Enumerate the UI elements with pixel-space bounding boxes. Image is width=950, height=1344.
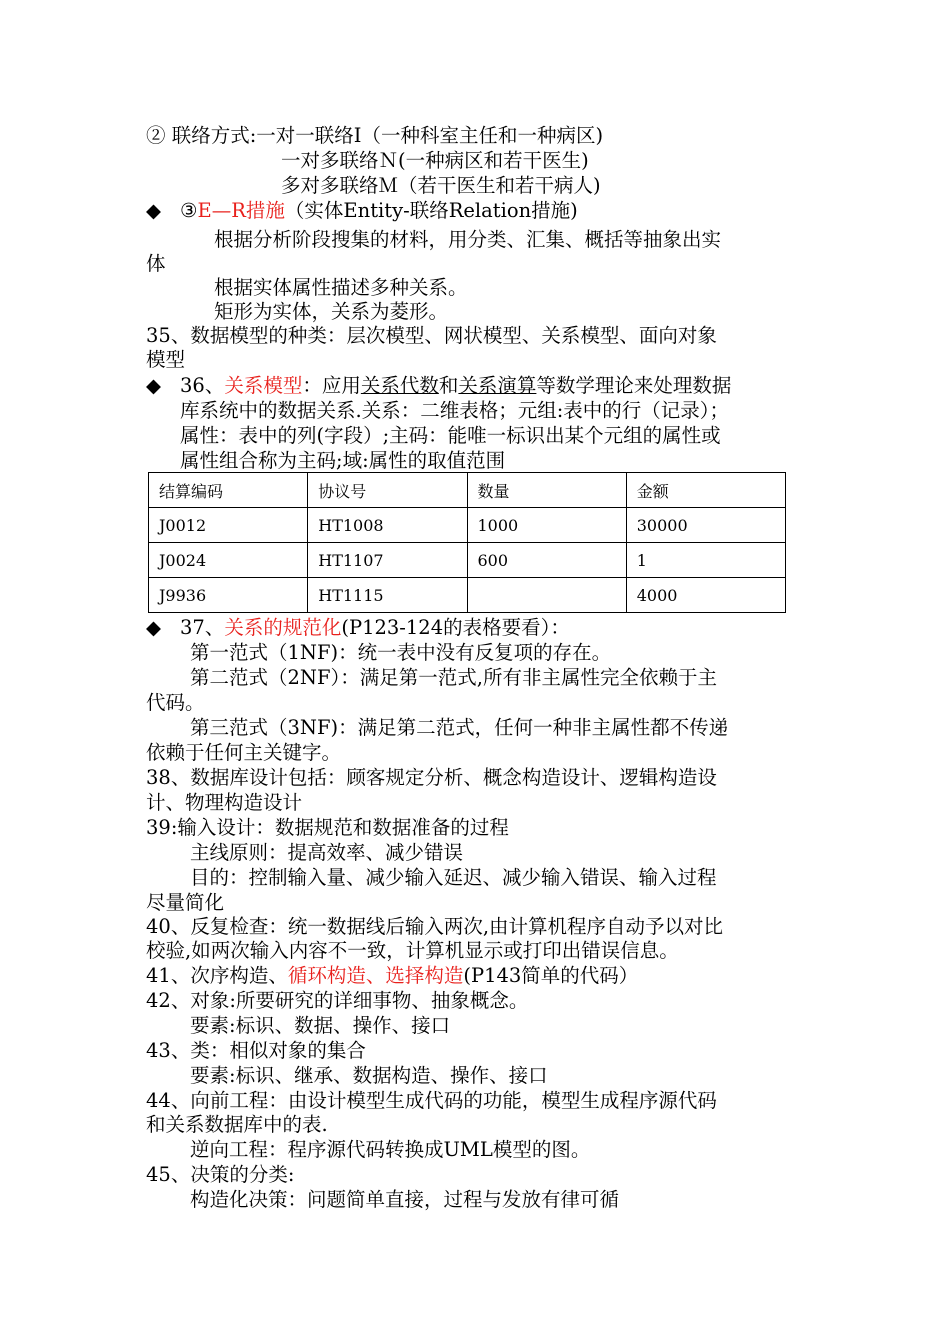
heading-er: E—R措施 bbox=[197, 199, 285, 222]
table-cell: 1000 bbox=[467, 508, 626, 543]
table-row bbox=[149, 508, 786, 543]
text-line: 矩形为实体，关系为菱形。 bbox=[214, 300, 449, 323]
mixed-line: 41、次序构造、循环构造、选择构造(P143简单的代码） bbox=[146, 964, 639, 987]
table-cell: J0012 bbox=[149, 508, 308, 543]
text-line: 第一范式（1NF)：统一表中没有反复项的存在。 bbox=[190, 641, 612, 664]
text-line: 42、对象:所要研究的详细事物、抽象概念。 bbox=[146, 989, 529, 1012]
text-line: 多对多联络Ｍ（若干医生和若干病人) bbox=[281, 174, 601, 197]
text-line: 逆向工程：程序源代码转换成UML模型的图。 bbox=[190, 1138, 591, 1161]
text-line: 构造化决策：问题简单直接，过程与发放有律可循 bbox=[190, 1188, 620, 1211]
table-cell: HT1115 bbox=[308, 578, 467, 613]
table-cell: 600 bbox=[467, 543, 626, 578]
table-header-row bbox=[149, 473, 786, 508]
text-line: 38、数据库设计包括：顾客规定分析、概念构造设计、逻辑构造设 bbox=[146, 766, 717, 789]
text-line: ② 联络方式:一对一联络Ⅰ（一种科室主任和一种病区) bbox=[146, 124, 604, 147]
text-line: 校验,如两次输入内容不一致，计算机显示或打印出错误信息。 bbox=[146, 939, 679, 962]
table-cell: J9936 bbox=[149, 578, 308, 613]
text-line: 代码。 bbox=[146, 691, 205, 714]
text-line: 目的：控制输入量、减少输入延迟、减少输入错误、输入过程 bbox=[190, 866, 717, 889]
data-table bbox=[148, 472, 786, 613]
text-line: 模型 bbox=[146, 348, 186, 371]
heading-relation-model: 关系模型 bbox=[224, 374, 303, 397]
text-line: 属性组合称为主码;域:属性的取值范围 bbox=[180, 449, 506, 472]
text-line: 第二范式（2NF）：满足第一范式,所有非主属性完全依赖于主 bbox=[190, 666, 717, 689]
text-line: 40、反复检查：统一数据线后输入两次,由计算机程序自动予以对比 bbox=[146, 915, 724, 938]
table-cell: HT1107 bbox=[308, 543, 467, 578]
diamond-bullet-icon: ◆ bbox=[146, 199, 161, 222]
text-line: 体 bbox=[146, 252, 166, 275]
table-header-cell: 数量 bbox=[467, 473, 626, 508]
table-cell bbox=[467, 578, 626, 613]
text-line: 一对多联络Ｎ(一种病区和若干医生) bbox=[281, 149, 589, 172]
text-line: 要素:标识、数据、操作、接口 bbox=[190, 1014, 451, 1037]
table-header-cell: 结算编码 bbox=[149, 473, 308, 508]
table-cell: 4000 bbox=[626, 578, 785, 613]
text-line: 主线原则：提高效率、减少错误 bbox=[190, 841, 464, 864]
text-line: 第三范式（3NF)：满足第二范式，任何一种非主属性都不传递 bbox=[190, 716, 729, 739]
bullet-line: ◆ 37、关系的规范化(P123-124的表格要看）： bbox=[146, 616, 570, 639]
heading-normalization: 关系的规范化 bbox=[224, 616, 342, 639]
text-line: 库系统中的数据关系.关系：二维表格；元组:表中的行（记录）； bbox=[180, 399, 730, 422]
text-line: 根据分析阶段搜集的材料，用分类、汇集、概括等抽象出实 bbox=[214, 228, 722, 251]
text-line: 根据实体属性描述多种关系。 bbox=[214, 276, 468, 299]
text-line: 要素:标识、继承、数据构造、操作、接口 bbox=[190, 1064, 548, 1087]
text-line: 依赖于任何主关键字。 bbox=[146, 741, 342, 764]
text-line: 尽量简化 bbox=[146, 891, 225, 914]
table-cell: 30000 bbox=[626, 508, 785, 543]
table-cell: J0024 bbox=[149, 543, 308, 578]
heading-loop-select: 循环构造、选择构造 bbox=[287, 964, 464, 987]
diamond-bullet-icon: ◆ bbox=[146, 374, 161, 397]
text-line: 和关系数据库中的表. bbox=[146, 1113, 328, 1136]
table-row bbox=[149, 578, 786, 613]
table-header-cell: 金额 bbox=[626, 473, 785, 508]
table-header-cell: 协议号 bbox=[308, 473, 467, 508]
table-cell: 1 bbox=[626, 543, 785, 578]
text-line: 43、类：相似对象的集合 bbox=[146, 1039, 366, 1062]
bullet-line: ◆ 36、关系模型：应用关系代数和关系演算等数学理论来处理数据 bbox=[146, 374, 732, 397]
text-line: 39:输入设计：数据规范和数据准备的过程 bbox=[146, 816, 509, 839]
bullet-line: ◆ ③E—R措施（实体Entity-联络Relation措施) bbox=[146, 199, 578, 222]
text-line: 45、决策的分类: bbox=[146, 1163, 295, 1186]
text-line: 计、物理构造设计 bbox=[146, 791, 303, 814]
text-line: 44、向前工程：由设计模型生成代码的功能，模型生成程序源代码 bbox=[146, 1089, 717, 1112]
text-line: 35、数据模型的种类：层次模型、网状模型、关系模型、面向对象 bbox=[146, 324, 717, 347]
text-line: 属性：表中的列(字段）;主码：能唯一标识出某个元组的属性或 bbox=[180, 424, 721, 447]
table-cell: HT1008 bbox=[308, 508, 467, 543]
table-row bbox=[149, 543, 786, 578]
diamond-bullet-icon: ◆ bbox=[146, 616, 161, 639]
